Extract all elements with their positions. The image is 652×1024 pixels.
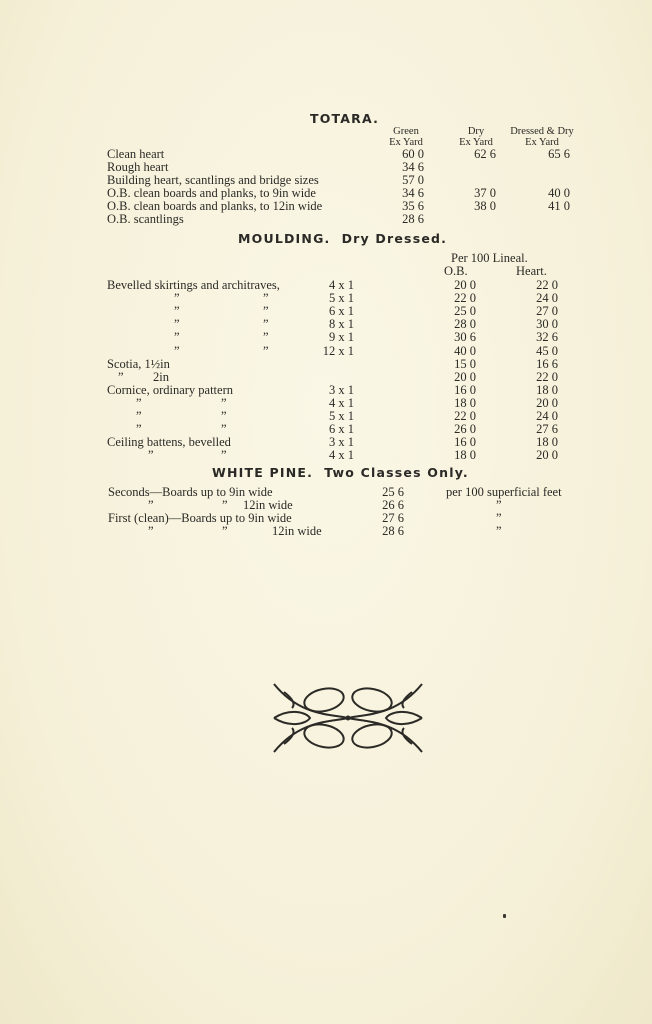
totara-row-label: Building heart, scantlings and bridge sizes bbox=[107, 173, 319, 187]
ditto-mark: ” bbox=[174, 330, 180, 345]
totara-row-label: O.B. clean boards and planks, to 9in wide bbox=[107, 186, 316, 200]
col-heart-header: Heart. bbox=[516, 264, 547, 278]
moulding-row-heart: 27 6 bbox=[536, 422, 558, 437]
moulding-row-size: 5 x 1 bbox=[329, 409, 354, 423]
moulding-row-ob: 18 0 bbox=[454, 395, 476, 410]
moulding-row-size: 6 x 1 bbox=[329, 422, 354, 437]
col-header-green: Green Ex Yard bbox=[389, 126, 423, 148]
moulding-row-size: 8 x 1 bbox=[329, 317, 354, 332]
moulding-row-size: 12 x 1 bbox=[322, 343, 354, 358]
ditto-mark: ” bbox=[222, 524, 228, 539]
totara-row-green: 34 6 bbox=[402, 186, 424, 200]
ditto-mark: ” bbox=[174, 317, 180, 332]
pine-row-price: 25 6 bbox=[382, 485, 404, 499]
moulding-row-size: 4 x 1 bbox=[329, 395, 354, 410]
ditto-mark: ” bbox=[263, 317, 269, 332]
ditto-mark: ” bbox=[148, 524, 154, 539]
moulding-row-heart: 32 6 bbox=[536, 330, 558, 345]
moulding-row-ob: 16 0 bbox=[454, 435, 476, 450]
ditto-mark: ” bbox=[263, 291, 269, 306]
totara-row-green: 28 6 bbox=[402, 212, 424, 226]
pine-row-price: 27 6 bbox=[382, 511, 404, 526]
totara-row-green: 60 0 bbox=[402, 147, 424, 161]
per-lineal-header: Per 100 Lineal. bbox=[451, 251, 528, 265]
moulding-row-size: 4 x 1 bbox=[329, 278, 354, 292]
ditto-mark: ” bbox=[221, 409, 227, 423]
ditto-mark: ” bbox=[221, 448, 227, 463]
totara-row-dressed: 40 0 bbox=[548, 186, 570, 200]
pine-row-note: ” bbox=[496, 511, 502, 526]
moulding-row-size: 5 x 1 bbox=[329, 291, 354, 306]
totara-row-label: Clean heart bbox=[107, 147, 165, 161]
moulding-row-ob: 25 0 bbox=[454, 304, 476, 319]
moulding-row-label: Bevelled skirtings and architraves, bbox=[107, 278, 280, 292]
ditto-mark: ” bbox=[263, 343, 269, 358]
moulding-row-ob: 28 0 bbox=[454, 317, 476, 332]
totara-row-dressed: 41 0 bbox=[548, 199, 570, 213]
moulding-row-heart: 18 0 bbox=[536, 435, 558, 450]
moulding-row-heart: 24 0 bbox=[536, 409, 558, 423]
moulding-row-size: 4 x 1 bbox=[329, 448, 354, 463]
moulding-row-heart: 18 0 bbox=[536, 382, 558, 397]
moulding-row-ob: 40 0 bbox=[454, 343, 476, 358]
moulding-row-ob: 30 6 bbox=[454, 330, 476, 345]
totara-row-dry: 38 0 bbox=[474, 199, 496, 213]
moulding-row-heart: 16 6 bbox=[536, 356, 558, 371]
ditto-mark: ” bbox=[136, 409, 142, 423]
ditto-mark: 2in bbox=[153, 369, 169, 384]
pine-row-note: ” bbox=[496, 498, 502, 513]
ditto-mark: ” bbox=[136, 422, 142, 437]
totara-row-label: O.B. scantlings bbox=[107, 212, 184, 226]
ditto-mark: ” bbox=[263, 304, 269, 319]
totara-row-label: O.B. clean boards and planks, to 12in wide bbox=[107, 199, 323, 213]
totara-row-dry: 62 6 bbox=[474, 147, 496, 161]
moulding-row-size: 9 x 1 bbox=[329, 330, 354, 345]
moulding-row-ob: 20 0 bbox=[454, 369, 476, 384]
pine-row-note: ” bbox=[496, 524, 502, 539]
moulding-row-size: 3 x 1 bbox=[329, 435, 354, 450]
moulding-row-ob: 18 0 bbox=[454, 448, 476, 463]
totara-row-green: 34 6 bbox=[402, 160, 424, 174]
col-header-dressed: Dressed & Dry Ex Yard bbox=[510, 126, 574, 148]
ditto-mark: ” bbox=[174, 304, 180, 319]
moulding-row-label: Ceiling battens, bevelled bbox=[107, 435, 231, 450]
moulding-row-label: Cornice, ordinary pattern bbox=[107, 382, 233, 397]
pine-row-width: 12in wide bbox=[243, 498, 293, 513]
ditto-mark: ” bbox=[148, 448, 154, 463]
col-header-dry: Dry Ex Yard bbox=[459, 126, 493, 148]
moulding-title: MOULDING. Dry Dressed. bbox=[238, 231, 448, 246]
totara-row-dressed: 65 6 bbox=[548, 147, 570, 161]
pine-row-width: 12in wide bbox=[272, 524, 322, 539]
moulding-row-ob: 20 0 bbox=[454, 278, 476, 292]
pine-row-price: 26 6 bbox=[382, 498, 404, 513]
moulding-row-heart: 24 0 bbox=[536, 291, 558, 306]
moulding-row-ob: 16 0 bbox=[454, 382, 476, 397]
moulding-row-ob: 22 0 bbox=[454, 291, 476, 306]
ditto-mark: ” bbox=[222, 498, 228, 513]
white-pine-title: WHITE PINE. Two Classes Only. bbox=[212, 465, 469, 480]
ditto-mark: ” bbox=[174, 291, 180, 306]
moulding-row-heart: 20 0 bbox=[536, 395, 558, 410]
totara-title: TOTARA. bbox=[310, 111, 380, 126]
totara-row-green: 35 6 bbox=[402, 199, 424, 213]
moulding-row-ob: 22 0 bbox=[454, 409, 476, 423]
pine-row-label: Seconds—Boards up to 9in wide bbox=[108, 485, 273, 499]
ditto-mark: ” bbox=[174, 343, 180, 358]
moulding-row-heart: 30 0 bbox=[536, 317, 558, 332]
moulding-row-size: 6 x 1 bbox=[329, 304, 354, 319]
ditto-mark: ” bbox=[221, 422, 227, 437]
moulding-row-size: 3 x 1 bbox=[329, 382, 354, 397]
moulding-row-ob: 26 0 bbox=[454, 422, 476, 437]
totara-row-green: 57 0 bbox=[402, 173, 424, 187]
moulding-row-heart: 27 0 bbox=[536, 304, 558, 319]
col-ob-header: O.B. bbox=[444, 264, 468, 278]
moulding-row-heart: 45 0 bbox=[536, 343, 558, 358]
totara-row-label: Rough heart bbox=[107, 160, 169, 174]
ditto-mark: ” bbox=[263, 330, 269, 345]
pine-row-label: First (clean)—Boards up to 9in wide bbox=[108, 511, 292, 526]
moulding-row-heart: 22 0 bbox=[536, 369, 558, 384]
pine-row-note: per 100 superficial feet bbox=[446, 485, 562, 499]
moulding-row-label: Scotia, 1½in bbox=[107, 356, 170, 371]
moulding-row-heart: 22 0 bbox=[536, 278, 558, 292]
scroll-ornament-icon bbox=[270, 678, 426, 758]
ditto-mark: ” bbox=[136, 395, 142, 410]
ditto-mark: ” bbox=[118, 369, 124, 384]
paper-speck bbox=[503, 914, 506, 918]
pine-row-price: 28 6 bbox=[382, 524, 404, 539]
totara-row-dry: 37 0 bbox=[474, 186, 496, 200]
ditto-mark: ” bbox=[221, 395, 227, 410]
moulding-row-heart: 20 0 bbox=[536, 448, 558, 463]
ditto-mark: ” bbox=[148, 498, 154, 513]
moulding-row-ob: 15 0 bbox=[454, 356, 476, 371]
